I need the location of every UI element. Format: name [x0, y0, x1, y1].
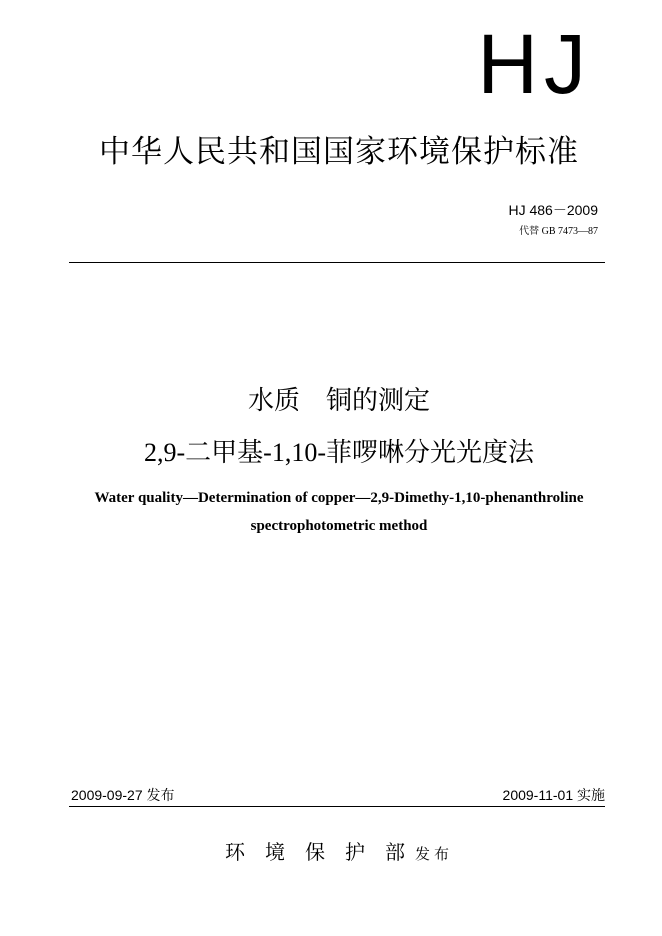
replaces-standard: 代替 GB 7473—87	[519, 226, 598, 237]
title-english-line-1: Water quality—Determination of copper—2,9-Dimethy-1,10-phenanthroline	[94, 490, 584, 506]
implementation-date: 2009-11-01 实施	[502, 787, 605, 803]
top-divider	[69, 262, 605, 263]
publisher-name: 环 境 保 护 部	[224, 842, 405, 864]
bottom-divider	[69, 806, 605, 807]
title-chinese-line-1: 水质 铜的测定	[247, 386, 430, 415]
national-standard-title: 中华人民共和国国家环境保护标准	[99, 134, 579, 170]
issue-date: 2009-09-27 发布	[71, 787, 175, 803]
title-english-line-2: spectrophotometric method	[250, 518, 428, 534]
publisher	[0, 836, 662, 865]
publisher-suffix: 发布	[414, 845, 453, 863]
standard-number: HJ 486－2009	[508, 202, 598, 218]
title-chinese-line-2: 2,9-二甲基-1,10-菲啰啉分光光度法	[144, 438, 534, 467]
hj-logo: HJ	[477, 17, 592, 111]
